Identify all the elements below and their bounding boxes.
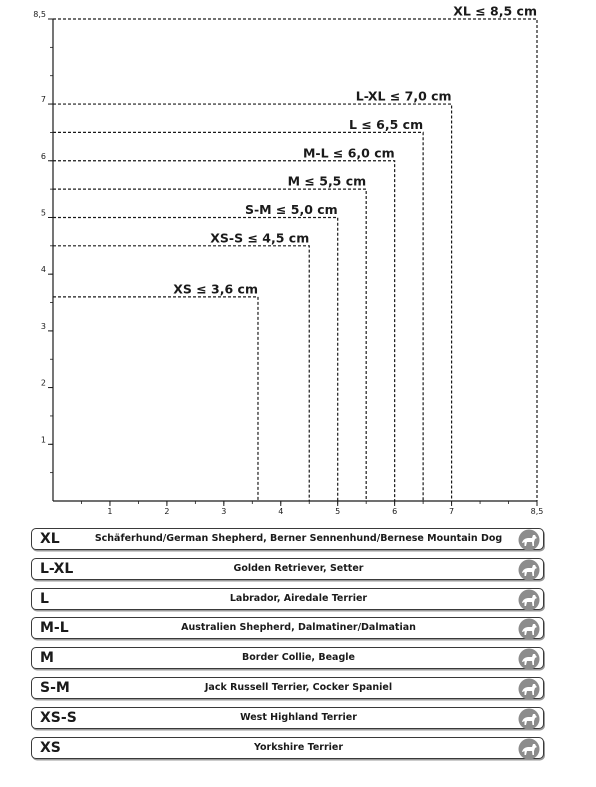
chart-size-steps: [53, 4, 537, 502]
x-tick-label: 6: [392, 507, 398, 516]
y-tick-label: 6: [40, 151, 46, 161]
y-tick-label: 4: [40, 265, 46, 275]
legend-breeds: Yorkshire Terrier: [253, 741, 344, 753]
y-tick-label: 8,5: [33, 10, 46, 19]
size-step-line: [53, 19, 537, 501]
size-step-label: L-XL ≤ 7,0 cm: [355, 88, 452, 104]
x-tick-label: 4: [278, 507, 284, 516]
legend-row: [31, 737, 544, 759]
legend-breeds: Australien Shepherd, Dalmatiner/Dalmatian: [181, 622, 416, 634]
legend-size-code: L: [40, 590, 49, 607]
size-step-label: M ≤ 5,5 cm: [287, 173, 367, 189]
size-step-line: [53, 161, 395, 501]
y-tick-label: 2: [40, 378, 46, 388]
y-tick-label: 3: [40, 321, 46, 331]
size-step-line: [53, 217, 338, 501]
size-step-line: [53, 104, 452, 501]
legend-breeds: Jack Russell Terrier, Cocker Spaniel: [204, 681, 393, 693]
chart-ticks: [33, 10, 543, 516]
size-step-label: L ≤ 6,5 cm: [349, 116, 424, 132]
legend-row: [31, 677, 544, 699]
legend-size-code: XS: [40, 739, 61, 756]
legend-row: [31, 588, 544, 610]
yorkie-dog-icon: [518, 738, 540, 760]
legend-size-code: M: [40, 650, 54, 667]
x-tick-label: 7: [449, 507, 455, 516]
retriever-dog-icon: [518, 559, 540, 581]
size-step-label: M-L ≤ 6,0 cm: [302, 145, 395, 161]
legend-size-code: XS-S: [40, 709, 77, 726]
legend-breeds: Labrador, Airedale Terrier: [229, 592, 368, 604]
legend-size-code: XL: [40, 531, 60, 547]
dalmatian-dog-icon: [518, 618, 540, 640]
legend-row: [31, 558, 544, 580]
y-tick-label: 7: [40, 95, 46, 105]
westie-dog-icon: [518, 708, 540, 730]
legend-row: [31, 617, 544, 639]
size-step-label: S-M ≤ 5,0 cm: [244, 201, 338, 217]
legend-breeds: Border Collie, Beagle: [242, 652, 355, 664]
legend-breeds: West Highland Terrier: [240, 711, 357, 723]
legend-breeds: Golden Retriever, Setter: [233, 562, 364, 574]
legend-size-code: S-M: [40, 679, 70, 696]
x-tick-label: 2: [164, 507, 170, 516]
legend-row: [31, 707, 544, 729]
x-tick-label: 5: [335, 507, 341, 516]
legend-row: [31, 528, 544, 550]
size-step-label: XL ≤ 8,5 cm: [453, 3, 537, 19]
size-step-label: XS ≤ 3,6 cm: [173, 281, 258, 297]
spaniel-dog-icon: [518, 678, 540, 700]
breed-size-legend: [31, 528, 544, 766]
size-step-line: [53, 297, 258, 501]
size-step-line: [53, 132, 423, 501]
legend-size-code: L-XL: [40, 560, 74, 577]
legend-breeds: Schäferhund/German Shepherd, Berner Sennenhund/Bernese Mountain Dog: [94, 533, 503, 544]
x-tick-label: 1: [107, 507, 113, 516]
chart-axes: [53, 19, 537, 501]
y-tick-label: 5: [40, 208, 46, 218]
size-step-label: XS-S ≤ 4,5 cm: [210, 230, 310, 246]
legend-row: [31, 647, 544, 669]
collie-dog-icon: [518, 648, 540, 670]
labrador-dog-icon: [518, 589, 540, 611]
x-tick-label: 3: [221, 507, 227, 516]
x-tick-label: 8,5: [530, 507, 544, 516]
y-tick-label: 1: [40, 435, 46, 445]
legend-size-code: M-L: [40, 620, 69, 637]
shepherd-dog-icon: [518, 529, 540, 551]
